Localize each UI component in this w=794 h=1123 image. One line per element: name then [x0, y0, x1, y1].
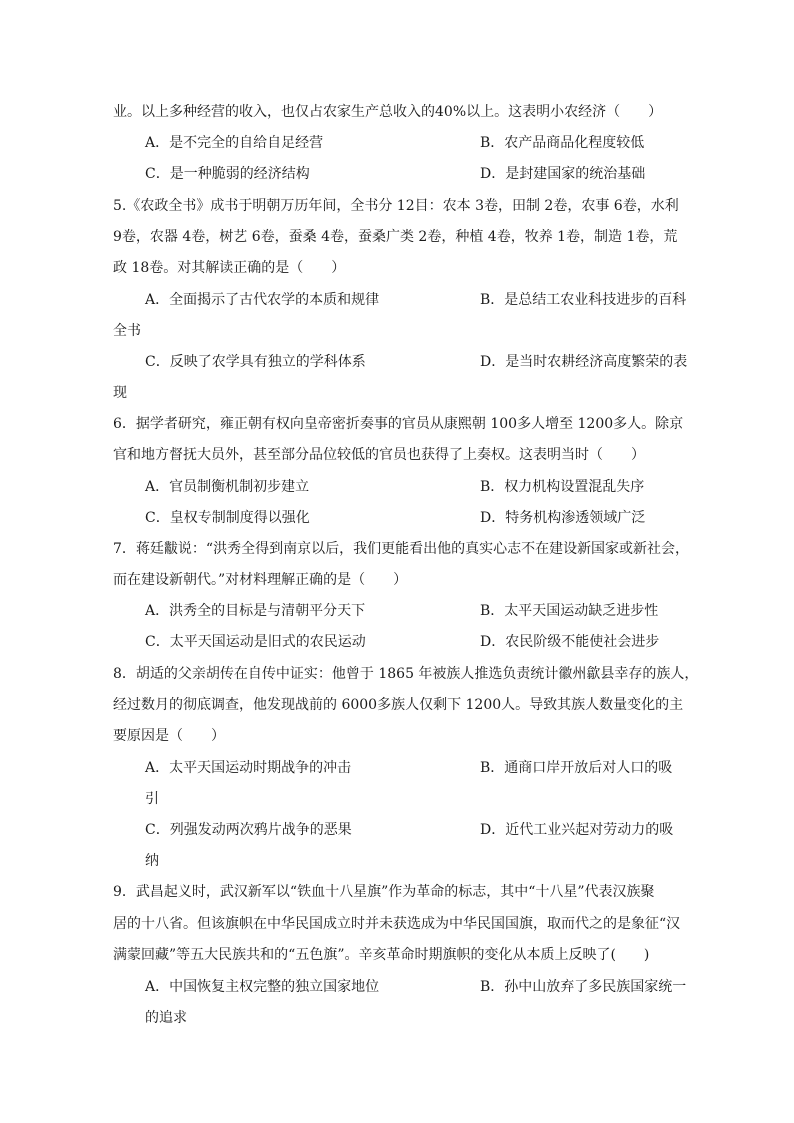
q6-option-d: D．特务机构渗透领域广泛	[480, 510, 646, 526]
q9-option-a: A．中国恢复主权完整的独立国家地位	[145, 979, 380, 995]
q5-option-d-wrap: 现	[113, 385, 127, 401]
q9-stem-line2: 居的十八省。但该旗帜在中华民国成立时并未获选成为中华民国国旗，取而代之的是象征“汉	[113, 916, 681, 932]
q5-option-d: D．是当时农耕经济高度繁荣的表	[480, 354, 688, 370]
q8-option-d-wrap: 纳	[145, 853, 159, 869]
q7-option-a: A．洪秀全的目标是与清朝平分天下	[145, 603, 366, 619]
q5-option-c: C．反映了农学具有独立的学科体系	[145, 354, 366, 370]
q4-option-b: B．农产品商品化程度较低	[480, 135, 645, 151]
q4-stem-tail: 业。以上多种经营的收入，也仅占农家生产总收入的40%以上。这表明小农经济（ ）	[113, 104, 663, 120]
q5-option-b-wrap: 全书	[113, 323, 141, 339]
q8-option-d: D．近代工业兴起对劳动力的吸	[480, 822, 674, 838]
q5-stem-line1: 5.《农政全书》成书于明朝万历年间，全书分 12目：农本 3卷，田制 2卷，农事 6卷，水利	[113, 198, 679, 214]
q5-option-a: A．全面揭示了古代农学的本质和规律	[145, 292, 380, 308]
q6-stem-line2: 官和地方督抚大员外，甚至部分品位较低的官员也获得了上奏权。这表明当时（ ）	[113, 447, 645, 463]
q9-option-b-wrap: 的追求	[145, 1010, 187, 1026]
q9-option-b: B．孙中山放弃了多民族国家统一	[480, 979, 687, 995]
q5-stem-line2: 9卷，农器 4卷，树艺 6卷，蚕桑 4卷，蚕桑广类 2卷，种植 4卷，牧养 1卷，制造 1卷，荒	[113, 229, 678, 245]
q8-option-b: B．通商口岸开放后对人口的吸	[480, 760, 673, 776]
q8-stem-line2: 经过数月的彻底调查，他发现战前的 6000多族人仅剩下 1200人。导致其族人数量变化的主	[113, 697, 684, 713]
q9-stem-line3: 满蒙回藏”等五大民族共和的“五色旗”。辛亥革命时期旗帜的变化从本质上反映了( )	[113, 947, 650, 963]
q8-stem-line3: 要原因是（ ）	[113, 728, 225, 744]
q7-option-d: D．农民阶级不能使社会进步	[480, 634, 660, 650]
q8-option-a: A．太平天国运动时期战争的冲击	[145, 760, 352, 776]
q8-stem-line1: 8．胡适的父亲胡传在自传中证实：他曾于 1865 年被族人推选负责统计徽州歙县幸存的族人，	[113, 666, 699, 682]
q6-option-a: A．官员制衡机制初步建立	[145, 479, 310, 495]
q6-option-c: C．皇权专制制度得以强化	[145, 510, 310, 526]
q4-option-c: C．是一种脆弱的经济结构	[145, 166, 310, 182]
q7-option-b: B．太平天国运动缺乏进步性	[480, 603, 659, 619]
q5-option-b: B．是总结工农业科技进步的百科	[480, 292, 687, 308]
q7-stem-line2: 而在建设新朝代。”对材料理解正确的是（ ）	[113, 572, 408, 588]
q7-stem-line1: 7．蒋廷黻说：“洪秀全得到南京以后，我们更能看出他的真实心志不在建设新国家或新社会，	[113, 541, 690, 557]
q8-option-c: C．列强发动两次鸦片战争的恶果	[145, 822, 352, 838]
q5-stem-line3: 政 18卷。对其解读正确的是（ ）	[113, 260, 346, 276]
q9-stem-line1: 9．武昌起义时，武汉新军以“铁血十八星旗”作为革命的标志，其中“十八星”代表汉族聚	[113, 884, 655, 900]
q8-option-b-wrap: 引	[145, 791, 159, 807]
q7-option-c: C．太平天国运动是旧式的农民运动	[145, 634, 366, 650]
q4-option-d: D．是封建国家的统治基础	[480, 166, 646, 182]
q6-option-b: B．权力机构设置混乱失序	[480, 479, 645, 495]
q4-option-a: A．是不完全的自给自足经营	[145, 135, 324, 151]
q6-stem-line1: 6．据学者研究，雍正朝有权向皇帝密折奏事的官员从康熙朝 100多人增至 1200多人。除京	[113, 416, 684, 432]
